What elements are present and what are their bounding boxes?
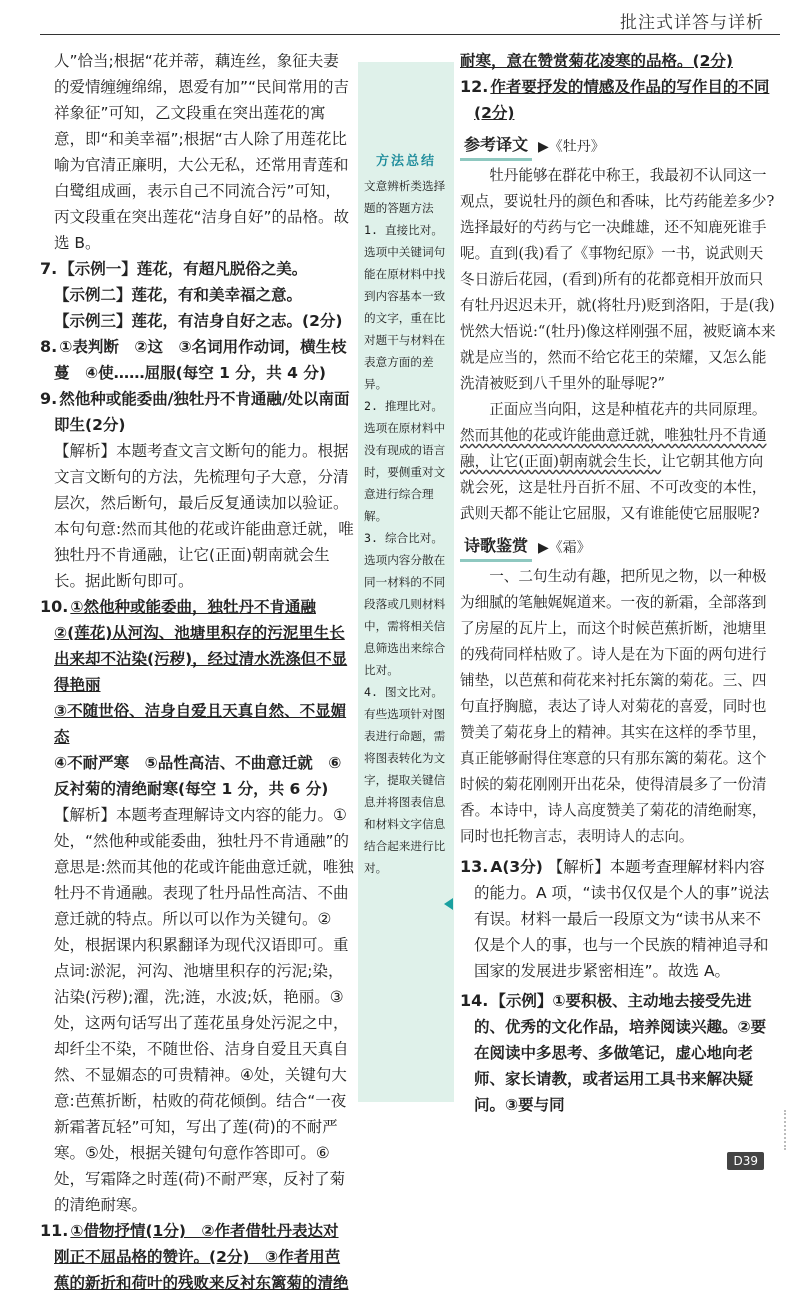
question-11: 11. ①借物抒情(1分) ②作者借牡丹表达对刚正不屈品格的赞许。(2分) ③作者用芭蕉的新折和荷叶的残败来反衬东篱菊的清绝 bbox=[40, 1221, 349, 1292]
question-7: 7. 【示例一】莲花，有超凡脱俗之美。 bbox=[40, 259, 308, 278]
sidebar-title: 方法总结 bbox=[375, 154, 436, 169]
margin-dots bbox=[778, 1110, 786, 1150]
question-14: 14. 【示例】①要积极、主动地去接受先进的、优秀的文化作品，培养阅读兴趣。②要在阅读中多思考、多做笔记，虚心地向老师、家长请教，或者运用工具书来解决疑问。③要与同 bbox=[460, 991, 767, 1114]
continued-paragraph: 耐寒，意在赞赏菊花凌寒的品格。(2分) bbox=[460, 52, 733, 70]
question-9: 9. 然他种或能委曲/独牡丹不肯通融/处以南面即生(2分) bbox=[40, 389, 350, 434]
sidebar-paragraph: 文意辨析类选择题的答题方法 bbox=[364, 179, 446, 215]
sidebar-paragraph: 3. 综合比对。选项内容分散在同一材料的不同段落或几则材料中，需将相关信息筛选出来综合比对。 bbox=[364, 531, 446, 677]
question-10-analysis: 【解析】本题考查理解诗文内容的能力。①处，“然他种或能委曲，独牡丹不肯通融”的意思是:然而其他的花或许能曲意迁就，唯独牡丹不肯通融。表现了牡丹品性高洁、不曲意迁就的特点。所以可以作为关键句。②处，根据课内积累翻译为现代汉语即可。重点词:淤泥，河沟、池塘里积存的污泥;染，沾染(污秽);濯，洗;涟，水波;妖，艳丽。③处，这两句话写出了莲花虽身处污泥之中，却纤尘不染，不随世俗、洁身自爱且天真自然、不显媚态的可贵精神。④处，关键句大意:芭蕉折断，枯败的荷花倾倒。结合“一夜新霜著瓦轻”可知，写出了莲(荷)的不耐严寒。⑤处，根据关键句句意作答即可。⑥处，写霜降之时莲(荷)不耐严寒，反衬了菊的清绝耐寒。 bbox=[54, 806, 354, 1214]
question-7-line-3: 【示例三】莲花，有洁身自好之志。(2分) bbox=[54, 312, 343, 330]
question-13: 13. A(3分) 【解析】本题考查理解材料内容的能力。A 项，“读书仅仅是个人的事”说法有误。材料一最后一段原文为“读书从来不仅是个人的事，也与一个民族的精神追寻和国家的发展进步紧密相连”。故选 A。 bbox=[460, 857, 770, 980]
question-8: 8. ①表判断 ②这 ③名词用作动词，横生枝蔓 ④使……屈服(每空 1 分，共 4 分) bbox=[40, 337, 347, 382]
right-column bbox=[460, 48, 776, 1118]
question-10-answer-3: ③不随世俗、洁身自爱且天真自然、不显媚态 bbox=[54, 702, 347, 746]
translation-paragraph: 正面应当向阳，这是种植花卉的共同原理。然而其他的花或许能曲意迁就，唯独牡丹不肯通融，让它(正面)朝南就会生长，让它朝其他方向就会死，这是牡丹百折不屈、不可改变的本性，武则天都不能让它屈服，又有谁能使它屈服呢? bbox=[460, 401, 767, 522]
page-header-title: 批注式详答与详析 bbox=[620, 13, 764, 33]
method-summary-sidebar bbox=[358, 62, 454, 1102]
continued-paragraph: 人”恰当;根据“花并蒂，藕连丝，象征夫妻的爱情缠缠绵绵，恩爱有加”“民间常用的吉祥象征”可知，乙文段重在突出莲花的寓意，即“和美幸福”;根据“古人除了用莲花比喻为官清正廉明，大公无私，还常用青莲和白鹭组成画，表示自己不同流合污”可知，丙文段重在突出莲花“洁身自好”的品格。故选 B。 bbox=[54, 52, 350, 252]
section-label: 诗歌鉴赏 bbox=[460, 533, 532, 562]
section-poem-appreciation bbox=[460, 533, 776, 562]
translation-paragraph: 牡丹能够在群花中称王，我最初不认同这一观点，要说牡丹的颜色和香味，比芍药能差多少?选择最好的芍药与它一决雌雄，还不知鹿死谁手呢。直到(我)看了《事物纪原》一书，说武则天冬日游后花园，(看到)所有的花都竟相开放而只有牡丹迟迟未开，就(将牡丹)贬到洛阳，于是(我)恍然大悟说:“(牡丹)像这样刚强不屈，被贬谪本来就是应当的，然而不给它花王的荣耀，又怎么能洗清被贬到八千里外的耻辱呢?” bbox=[460, 167, 776, 392]
question-9-analysis: 【解析】本题考查文言文断句的能力。根据文言文断句的方法，先梳理句子大意，分清层次，然后断句，最后反复通读加以验证。本句句意:然而其他的花或许能曲意迁就，唯独牡丹不肯通融，让它(正面)朝南就会生长。据此断句即可。 bbox=[54, 442, 354, 590]
sidebar-paragraph: 4. 图文比对。有些选项针对图表进行命题，需将图表转化为文字，提取关键信息并将图表信息和材料文字信息结合起来进行比对。 bbox=[364, 685, 446, 875]
question-10-answer-4: ④不耐严寒 ⑤品性高洁、不曲意迁就 ⑥反衬菊的清绝耐寒(每空 1 分，共 6 分) bbox=[54, 754, 342, 798]
question-7-line-2: 【示例二】莲花，有和美幸福之意。 bbox=[54, 286, 303, 304]
question-10: 10. ①然他种或能委曲，独牡丹不肯通融 bbox=[40, 597, 316, 616]
page-number-badge: D39 bbox=[727, 1152, 764, 1170]
sidebar-body bbox=[358, 169, 454, 879]
header-divider bbox=[40, 34, 780, 35]
section-subtitle: ▶《霜》 bbox=[538, 539, 591, 556]
sidebar-paragraph: 1. 直接比对。选项中关键词句能在原材料中找到内容基本一致的文字，重在比对题干与材料在表意方面的差异。 bbox=[364, 223, 446, 391]
left-column bbox=[40, 48, 354, 1296]
poem-appreciation-paragraph: 一、二句生动有趣，把所见之物，以一种极为细腻的笔触娓娓道来。一夜的新霜，全部落到了房屋的瓦片上，而这个时候芭蕉折断，池塘里的残荷同样枯败了。诗人是在为下面的两句进行铺垫，以芭蕉和荷花来衬托东篱的菊花。三、四句直抒胸臆，表达了诗人对菊花的喜爱，同时也赞美了菊花身上的精神。其实在这样的季节里，真正能够耐得住寒意的只有那东篱的菊花。这个时候的菊花刚刚开出花朵，使得清晨多了一份清香。本诗中，诗人高度赞美了菊花的清绝耐寒，同时也托物言志，表明诗人的志向。 bbox=[460, 568, 767, 845]
pointer-arrow-icon bbox=[444, 898, 453, 910]
section-label: 参考译文 bbox=[460, 132, 532, 161]
sidebar-paragraph: 2. 推理比对。选项在原材料中没有现成的语言时，要侧重对文意进行综合理解。 bbox=[364, 399, 446, 523]
section-reference-translation bbox=[460, 132, 776, 161]
section-subtitle: ▶《牡丹》 bbox=[538, 138, 605, 155]
question-10-answer-2: ②(莲花)从河沟、池塘里积存的污泥里生长出来却不沾染(污秽)，经过清水洗涤但不显得艳丽 bbox=[54, 624, 348, 694]
question-12: 12. 作者要抒发的情感及作品的写作目的不同(2分) bbox=[460, 77, 770, 122]
